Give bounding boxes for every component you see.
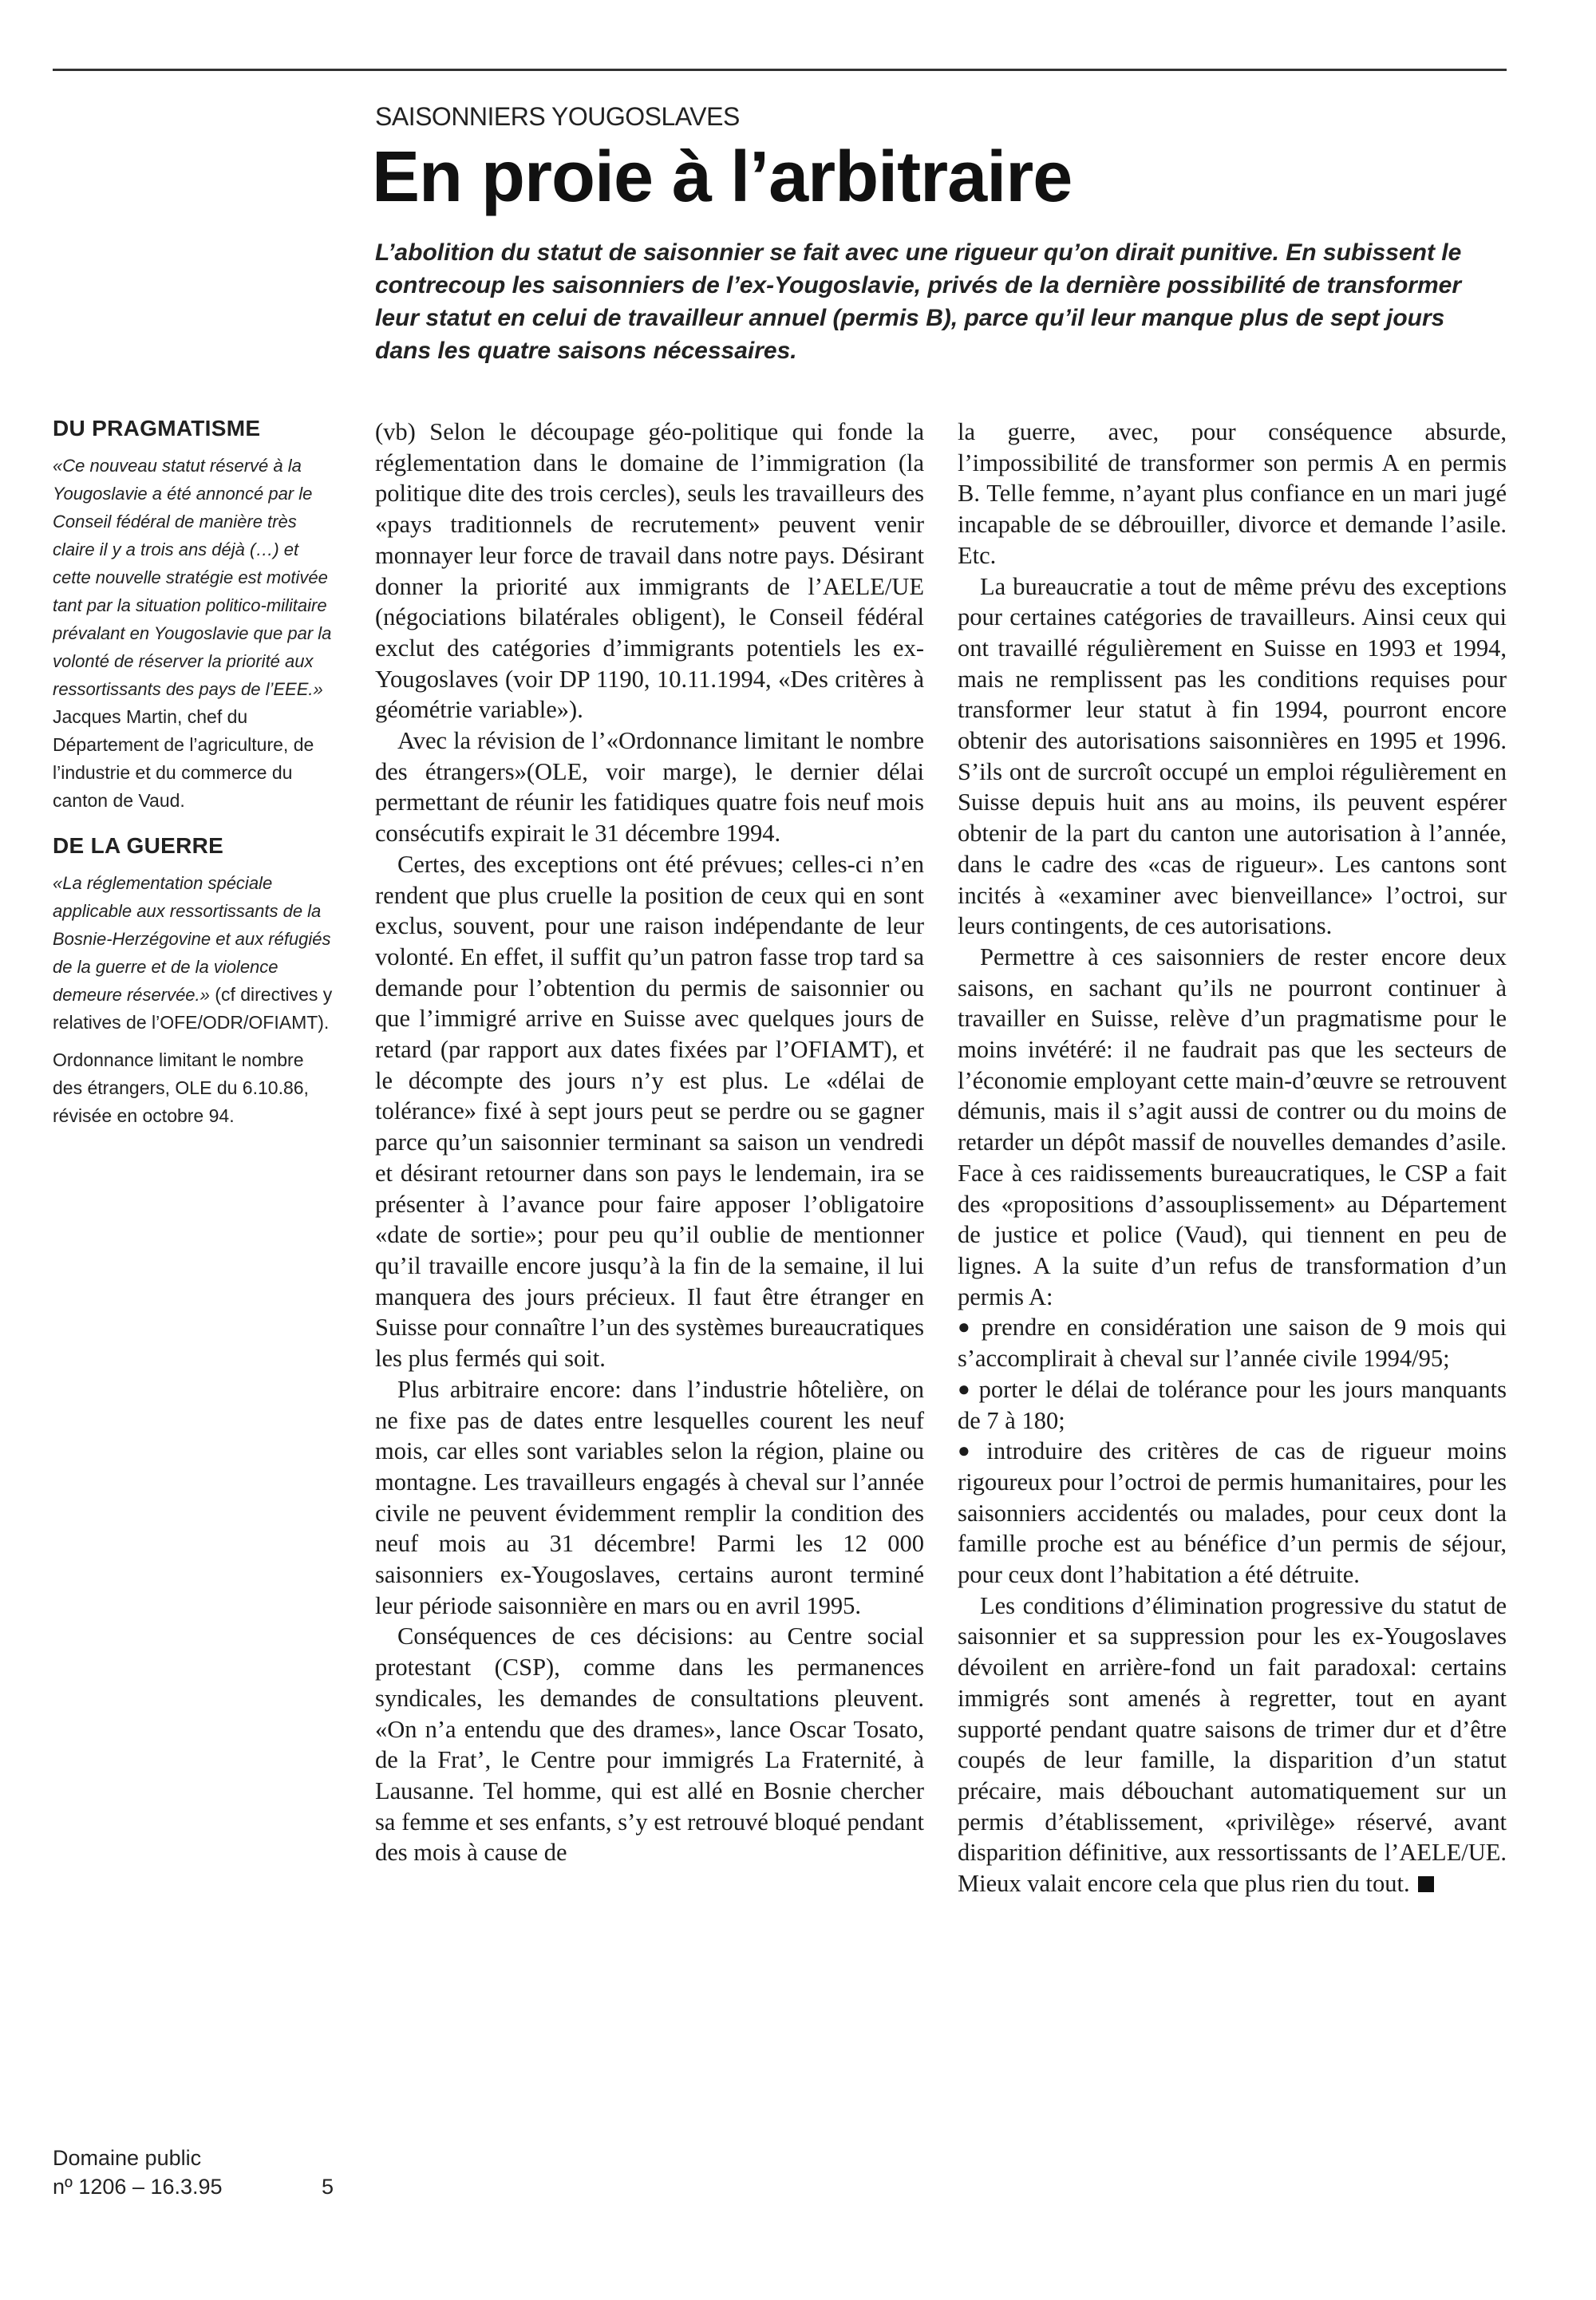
bullet-icon: ● bbox=[958, 1377, 973, 1401]
col2-paragraph-4 bbox=[958, 1591, 1507, 1899]
sidebar-quote-guerre: «La réglementation spéciale applicable aux ressortissants de la Bosnie-Herzégovine et aux réfugiés de la guerre et de la violence demeure réservée.» bbox=[53, 873, 331, 1005]
sidebar-title-guerre: DE LA GUERRE bbox=[53, 833, 224, 858]
article-column-1 bbox=[375, 417, 924, 1868]
col2-bullet-2 bbox=[958, 1374, 1507, 1436]
col2-paragraph-4-text: Les conditions d’élimination progressive du statut de saisonnier et sa suppression pour les ex-Yougoslaves dévoilent en arrière-fond un fait paradoxal: certains immigrés sont amenés à regretter, tout en ayant supporté pendant quatre saisons de trimer dur et d’être coupés de leur famille, la disparition d’un statut précaire, mais débouchant automatiquement sur un permis d’établissement, «privilège» réservé, avant disparition définitive, aux ressortissants de l’AELE/UE. Mieux valait encore cela que plus rien du tout. bbox=[958, 1591, 1507, 1898]
col2-paragraph-1: la guerre, avec, pour conséquence absurde, l’impossibilité de transformer son permis A en permis B. Telle femme, n’ayant plus confiance en un mari jugé incapable de se débrouiller, divorce et demande l’asile. Etc. bbox=[958, 418, 1507, 569]
col2-bullet-2-text: porter le délai de tolérance pour les jours manquants de 7 à 180; bbox=[958, 1375, 1507, 1434]
article-kicker: SAISONNIERS YOUGOSLAVES bbox=[375, 102, 740, 131]
margin-sidebar bbox=[53, 415, 334, 1130]
article-column-2 bbox=[958, 417, 1507, 1899]
col2-bullet-1-text: prendre en considération une saison de 9 mois qui s’accomplirait à cheval sur l’année civile 1994/95; bbox=[958, 1314, 1507, 1373]
top-rule bbox=[53, 69, 1507, 71]
bullet-icon: ● bbox=[958, 1315, 975, 1339]
bullet-icon: ● bbox=[958, 1439, 981, 1463]
col1-paragraph-2: Avec la révision de l’«Ordonnance limitant le nombre des étrangers»(OLE, voir marge), le dernier délai permettant de réunir les fatidiques quatre fois neuf mois consécutifs expirait le 31 décembre 1994. bbox=[375, 727, 924, 848]
sidebar-source-pragmatisme: Jacques Martin, chef du Département de l’agriculture, de l’industrie et du commerce du canton de Vaud. bbox=[53, 706, 314, 811]
col1-paragraph-4: Plus arbitraire encore: dans l’industrie hôtelière, on ne fixe pas de dates entre lesquelles courent les neuf mois, car elles sont variables selon la région, plaine ou montagne. Les travailleurs engagés à cheval sur l’année civile ne peuvent évidemment remplir la condition des neuf mois au 31 décembre! Parmi les 12 000 saisonniers ex-Yougoslaves, certains auront terminé leur période saisonnière en mars ou en avril 1995. bbox=[375, 1375, 924, 1619]
col2-bullet-3 bbox=[958, 1436, 1507, 1591]
sidebar-source-guerre: (cf directives y relatives de l’OFE/ODR/OFIAMT). bbox=[53, 984, 333, 1033]
sidebar-quote-pragmatisme: «Ce nouveau statut réservé à la Yougoslavie a été annoncé par le Conseil fédéral de manière très claire il y a trois ans déjà (…) et cette nouvelle stratégie est motivée tant par la situation politico-militaire prévalant en Yougoslavie que par la volonté de réserver la priorité aux ressortissants des pays de l’EEE.» bbox=[53, 456, 332, 699]
page-footer bbox=[53, 2144, 334, 2201]
col2-bullet-1 bbox=[958, 1312, 1507, 1373]
publication-name: Domaine public bbox=[53, 2146, 202, 2170]
col2-paragraph-2: La bureaucratie a tout de même prévu des exceptions pour certaines catégories de travailleurs. Ainsi ceux qui ont travaillé régulièrement en Suisse en 1993 et 1994, mais ne remplissent pas les conditions requises pour transformer leur statut à fin 1994, pourront encore obtenir des autorisations saisonnières en 1995 et 1996. S’ils ont de surcroît occupé un emploi régulièrement en Suisse depuis huit ans au moins, ils peuvent espérer obtenir de la part du canton une autorisation à l’année, dans le cadre des «cas de rigueur». Les cantons sont incités à «examiner avec bienveillance» l’octroi, sur leurs contingents, de ces autorisations. bbox=[958, 572, 1507, 940]
col2-bullet-3-text: introduire des critères de cas de rigueur moins rigoureux pour l’octroi de permis humanitaires, pour les saisonniers accidentés ou malades, pour ceux dont la famille proche est au bénéfice d’un permis de séjour, pour ceux dont l’habitation a été détruite. bbox=[958, 1437, 1507, 1589]
article-title: En proie à l’arbitraire bbox=[372, 137, 1073, 217]
sidebar-guerre-block bbox=[53, 869, 334, 1037]
issue-number: nº 1206 – 16.3.95 bbox=[53, 2175, 223, 2199]
col1-paragraph-3: Certes, des exceptions ont été prévues; celles-ci n’en rendent que plus cruelle la position de ceux qui en sont exclus, souvent, pour une raison indépendante de leur volonté. En effet, il suffit qu’un patron fasse trop tard sa demande pour l’obtention du permis de saisonnier ou que l’immigré arrive en Suisse avec quelques jours de retard (par rapport aux dates fixées par l’OFIAMT), et le décompte des jours n’y est plus. Le «délai de tolérance» fixé à sept jours peut se perdre ou se gagner parce qu’un saisonnier terminant sa saison un vendredi et désirant retourner dans son pays le lendemain, ira se présenter à l’avance pour faire apposer l’obligatoire «date de sortie»; pour peu qu’il oublie de mentionner qu’il travaille encore jusqu’à la fin de la semaine, il lui manquera des jours précieux. Il faut être étranger en Suisse pour connaître l’un des systèmes bureaucratiques les plus fermés qui soit. bbox=[375, 850, 924, 1373]
end-of-article-icon bbox=[1418, 1876, 1434, 1892]
col1-paragraph-5: Conséquences de ces décisions: au Centre social protestant (CSP), comme dans les permanences syndicales, les demandes de consultations pleuvent. «On n’a entendu que des drames», lance Oscar Tosato, de la Frat’, le Centre pour immigrés La Fraternité, à Lausanne. Tel homme, qui est allé en Bosnie chercher sa femme et ses enfants, s’y est retrouvé bloqué pendant des mois à cause de bbox=[375, 1622, 924, 1867]
sidebar-note-ole: Ordonnance limitant le nombre des étrangers, OLE du 6.10.86, révisée en octobre 94. bbox=[53, 1049, 309, 1126]
article-lede: L’abolition du statut de saisonnier se fait avec une rigueur qu’on dirait punitive. En subissent le contrecoup les saisonniers de l’ex-Yougoslavie, privés de la dernière possibilité de transformer leur statut en celui de travailleur annuel (permis B), parce qu’il leur manque plus de sept jours dans les quatre saisons nécessaires. bbox=[375, 239, 1462, 364]
sidebar-title-pragmatisme: DU PRAGMATISME bbox=[53, 416, 261, 441]
col2-paragraph-3: Permettre à ces saisonniers de rester encore deux saisons, en sachant qu’ils ne pourront continuer à travailler en Suisse, relève d’un pragmatisme pour le moins invétéré: il ne faudrait pas que les secteurs de l’économie employant cette main-d’œuvre se retrouvent démunis, mais il s’agit aussi de contrer ou du moins de retarder un dépôt massif de nouvelles demandes d’asile. Face à ces raidissements bureaucratiques, le CSP a fait des «propositions d’assouplissement» au Département de justice et police (Vaud), qui tiennent en peu de lignes. A la suite d’un refus de transformation d’un permis A: bbox=[958, 943, 1507, 1310]
col1-paragraph-1: (vb) Selon le découpage géo-politique qui fonde la réglementation dans le domaine de l’immigration (la politique dite des trois cercles), seuls les travailleurs des «pays traditionnels de recrutement» peuvent venir monnayer leur force de travail dans notre pays. Désirant donner la priorité aux immigrants de l’AELE/UE (négociations bilatérales obligent), le Conseil fédéral exclut des catégories d’immigrants potentiels les ex-Yougoslaves (voir DP 1190, 10.11.1994, «Des critères à géométrie variable»). bbox=[375, 418, 924, 724]
page-number: 5 bbox=[321, 2175, 334, 2199]
